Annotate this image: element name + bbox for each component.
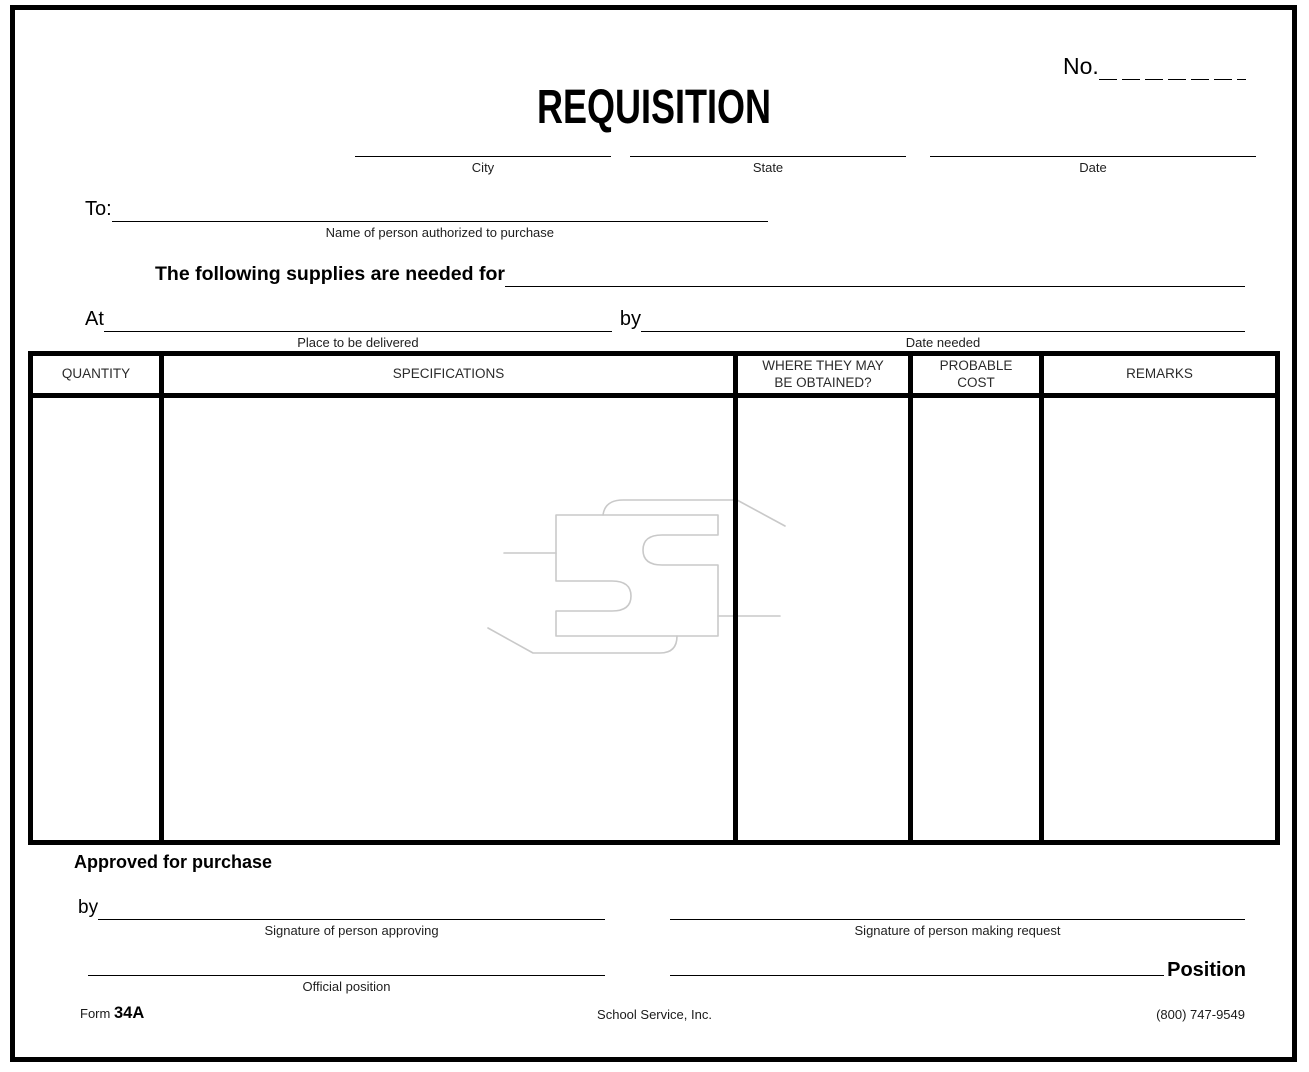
approver-signature-field [78, 896, 605, 938]
table-cell-specifications[interactable] [164, 398, 738, 840]
items-table [28, 351, 1280, 845]
table-cell-probable-cost[interactable] [913, 398, 1044, 840]
date-hint: Date [1079, 160, 1107, 175]
to-label: To: [85, 198, 112, 220]
place-input-line[interactable] [104, 307, 612, 332]
requester-position-line[interactable] [670, 948, 1164, 976]
state-input-line[interactable] [630, 143, 906, 157]
form-number-label: No. [1063, 53, 1099, 79]
to-field [85, 197, 768, 240]
form-number-input-line[interactable] [1099, 52, 1246, 80]
to-hint: Name of person authorized to purchase [325, 225, 555, 240]
city-field [355, 143, 611, 175]
form-id-number: 34A [113, 1004, 145, 1022]
official-position-line[interactable] [88, 954, 605, 976]
supplies-field [155, 261, 1245, 287]
form-number-row [1063, 52, 1246, 80]
date-field [930, 143, 1256, 175]
date-needed-hint: Date needed [905, 335, 981, 350]
approver-signature-hint: Signature of person approving [264, 923, 439, 938]
state-hint: State [752, 160, 784, 175]
city-input-line[interactable] [355, 143, 611, 157]
at-label: At [85, 308, 104, 330]
requester-signature-line[interactable] [670, 896, 1245, 920]
supplies-input-line[interactable] [505, 261, 1245, 287]
date-input-line[interactable] [930, 143, 1256, 157]
position-label: Position [1167, 959, 1246, 981]
approval-by-label: by [78, 897, 99, 918]
table-cell-quantity[interactable] [33, 398, 164, 840]
official-position-field [88, 954, 605, 994]
column-header-remarks: REMARKS [1044, 356, 1275, 398]
to-input-line[interactable] [112, 197, 768, 222]
company-name: School Service, Inc. [597, 1007, 712, 1022]
by-label: by [619, 308, 642, 330]
approved-for-purchase-heading: Approved for purchase [74, 852, 273, 872]
column-header-probable-cost: PROBABLE COST [913, 356, 1044, 398]
company-phone: (800) 747-9549 [1156, 1007, 1245, 1022]
form-id-label: Form [80, 1006, 111, 1021]
at-by-row [85, 307, 1245, 350]
table-cell-remarks[interactable] [1044, 398, 1275, 840]
state-field [630, 143, 906, 175]
requester-position-field [670, 948, 1246, 981]
place-hint: Place to be delivered [297, 335, 419, 350]
table-cell-where-obtained[interactable] [738, 398, 913, 840]
city-hint: City [471, 160, 495, 175]
requester-signature-field [670, 896, 1245, 938]
page-title: REQUISITION [537, 81, 772, 134]
supplies-label: The following supplies are needed for [155, 263, 505, 285]
requester-signature-hint: Signature of person making request [854, 923, 1061, 938]
approver-signature-line[interactable] [98, 896, 605, 920]
column-header-where-obtained: WHERE THEY MAY BE OBTAINED? [738, 356, 913, 398]
column-header-quantity: QUANTITY [33, 356, 164, 398]
official-position-hint: Official position [302, 979, 391, 994]
column-header-specifications: SPECIFICATIONS [164, 356, 738, 398]
date-needed-input-line[interactable] [641, 307, 1245, 332]
